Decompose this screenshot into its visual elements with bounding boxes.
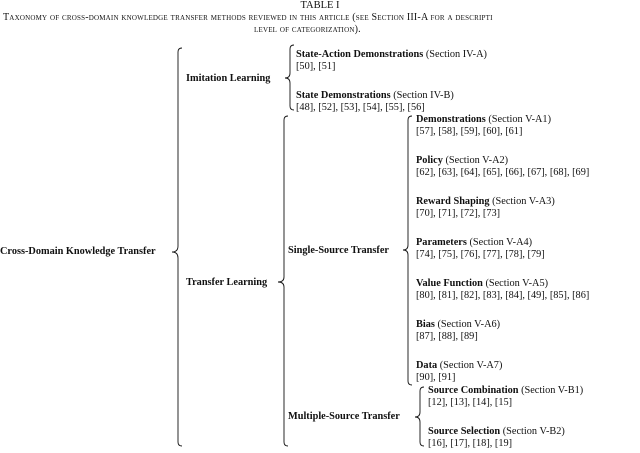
leaf-name: Value Function <box>416 278 483 289</box>
leaf-section: (Section V-A5) <box>485 278 549 289</box>
leaf-refs: [50], [51] <box>296 61 336 72</box>
leaf-name: State Demonstrations <box>296 90 391 101</box>
leaf-state-demonstrations <box>296 90 454 102</box>
leaf-demonstrations <box>416 114 551 126</box>
leaf-refs: [12], [13], [14], [15] <box>428 397 513 408</box>
leaf-refs: [80], [81], [82], [83], [84], [49], [85], [86] <box>416 290 590 301</box>
leaf-refs: [74], [75], [76], [77], [78], [79] <box>416 249 545 260</box>
multiple-source-brace <box>415 387 424 446</box>
leaf-refs: [70], [71], [72], [73] <box>416 208 501 219</box>
transfer-learning-label: Transfer Learning <box>186 277 268 288</box>
leaf-section: (Section V-A7) <box>439 360 503 371</box>
leaf-source-selection <box>428 426 565 438</box>
leaf-data <box>416 360 502 372</box>
caption-line-2: level of categorization). <box>254 24 361 35</box>
leaf-refs: [62], [63], [64], [65], [66], [67], [68], [69] <box>416 167 590 178</box>
leaf-bias <box>416 319 500 331</box>
leaf-refs: [90], [91] <box>416 372 456 383</box>
transfer-brace <box>278 116 288 446</box>
leaf-refs: [57], [58], [59], [60], [61] <box>416 126 523 137</box>
leaf-name: Source Combination <box>428 385 519 396</box>
leaf-section: (Section V-A1) <box>488 114 552 125</box>
leaf-section: (Section V-A2) <box>445 155 509 166</box>
caption-line-1: Taxonomy of cross-domain knowledge transfer methods reviewed in this article (see Section III-A for a descripti <box>3 12 493 23</box>
multiple-source-transfer-label: Multiple-Source Transfer <box>288 411 400 422</box>
leaf-state-action-demonstrations <box>296 49 487 61</box>
leaf-section: (Section IV-B) <box>393 90 454 101</box>
leaf-refs: [87], [88], [89] <box>416 331 478 342</box>
leaf-value-function <box>416 278 548 290</box>
leaf-section: (Section V-B1) <box>521 385 584 396</box>
leaf-section: (Section V-B2) <box>502 426 565 437</box>
leaf-refs: [48], [52], [53], [54], [55], [56] <box>296 102 425 113</box>
leaf-section: (Section IV-A) <box>425 49 487 60</box>
imitation-learning-label: Imitation Learning <box>186 73 271 84</box>
leaf-source-combination <box>428 385 583 397</box>
imitation-brace <box>285 45 294 110</box>
leaf-name: Demonstrations <box>416 114 486 125</box>
single-source-transfer-label: Single-Source Transfer <box>288 245 389 256</box>
leaf-reward-shaping <box>416 196 555 208</box>
single-source-brace <box>403 116 412 385</box>
leaf-section: (Section V-A6) <box>437 319 501 330</box>
leaf-name: Data <box>416 360 438 371</box>
root-brace <box>172 48 182 446</box>
leaf-name: Bias <box>416 319 435 330</box>
leaf-section: (Section V-A3) <box>492 196 555 207</box>
leaf-policy <box>416 155 508 167</box>
root-label: Cross-Domain Knowledge Transfer <box>0 246 156 257</box>
leaf-parameters <box>416 237 532 249</box>
leaf-refs: [16], [17], [18], [19] <box>428 438 513 449</box>
table-title: TABLE I <box>300 0 340 11</box>
leaf-name: State-Action Demonstrations <box>296 49 424 60</box>
leaf-section: (Section V-A4) <box>469 237 533 248</box>
leaf-name: Parameters <box>416 237 467 248</box>
leaf-name: Reward Shaping <box>416 196 490 207</box>
leaf-name: Source Selection <box>428 426 501 437</box>
leaf-name: Policy <box>416 155 443 166</box>
